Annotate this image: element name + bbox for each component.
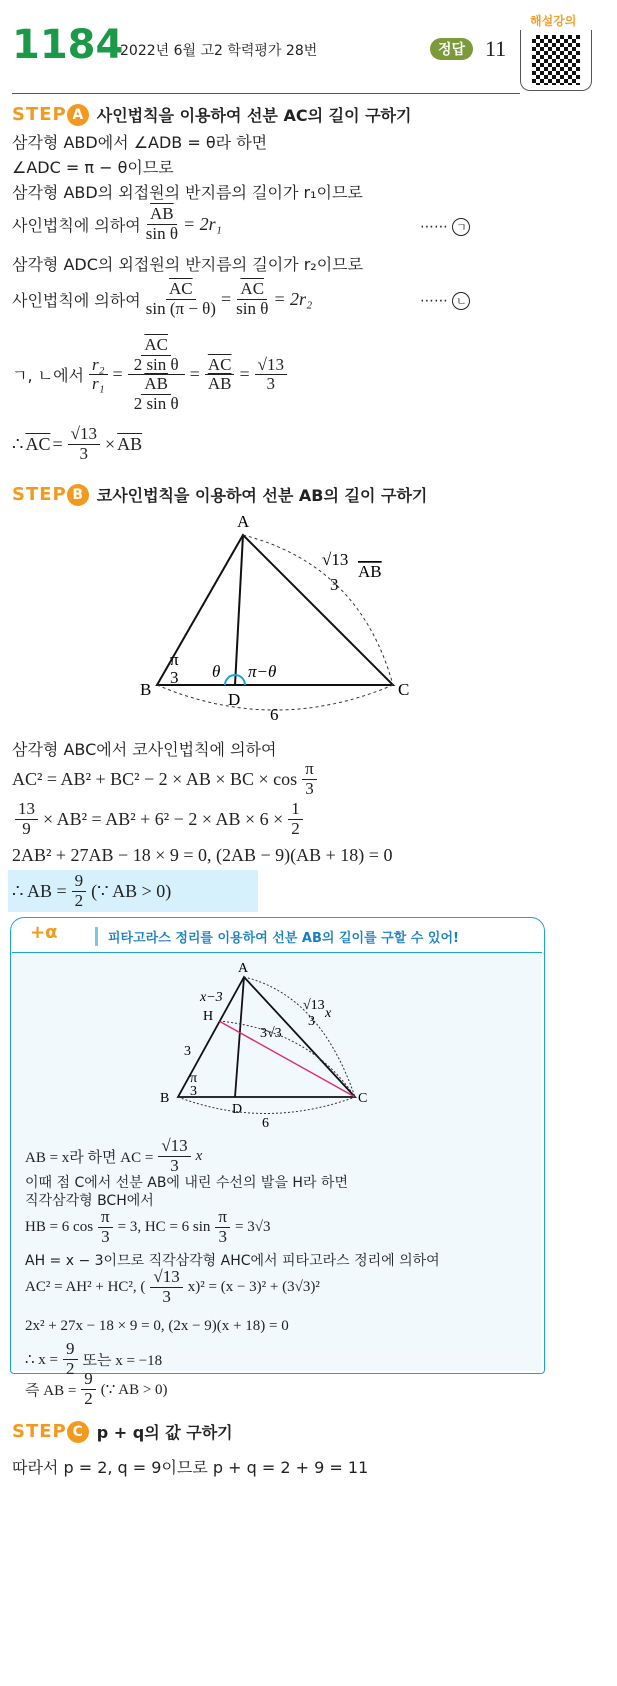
equation-line: HB = 6 cos $\frac{\pi}{3}$ = 3, HC = 6 sin $\frac{\pi}{3}$ = 3√3 (25, 1207, 271, 1246)
equation-line: AC² = AH² + HC², ( √13 3 x)² = (x − 3)² + (3√3)² (25, 1267, 320, 1306)
equation-line: ∴ x = $\frac{9}{2}$ 또는 x = −18 (25, 1339, 163, 1378)
svg-text:AB: AB (358, 562, 382, 581)
triangle-figure-alpha (0, 955, 617, 1135)
step-title: p + q의 값 구하기 (96, 1423, 233, 1442)
text-line: AH = x − 3이므로 직각삼각형 AHC에서 피타고라스 정리에 의하여 (25, 1253, 440, 1269)
step-a-heading (12, 103, 411, 126)
qr-label: 해설강의 (530, 14, 577, 28)
triangle-figure (0, 505, 617, 735)
equation-line: 사인법칙에 의하여 $\frac{\overline{AC}}{\sin (\pi - \theta)}$ = $\frac{\overline{AC}}{\text{sin θ}}$ = 2r₂ (12, 279, 313, 318)
svg-text:B: B (140, 680, 152, 699)
svg-text:3: 3 (184, 1044, 191, 1059)
step-title: 코사인법칙을 이용하여 선분 AB의 길이 구하기 (96, 486, 428, 505)
text-line: 삼각형 ADC의 외접원의 반지름의 길이가 r₂이므로 (12, 255, 364, 274)
svg-text:A: A (238, 961, 249, 976)
equation-marker: ⋯⋯ ㄴ (420, 292, 470, 310)
step-title: 사인법칙을 이용하여 선분 AC의 길이 구하기 (96, 106, 412, 125)
equation-marker: ⋯⋯ ㄱ (420, 218, 470, 236)
svg-text:x−3: x−3 (200, 990, 223, 1005)
text-line: 직각삼각형 BCH에서 (25, 1193, 154, 1209)
svg-text:D: D (228, 690, 241, 709)
text-line: 삼각형 ABC에서 코사인법칙에 의하여 (12, 740, 277, 759)
text-line: 삼각형 ABD의 외접원의 반지름의 길이가 r₁이므로 (12, 183, 363, 202)
equation-line: 즉 AB = $\frac{9}{2}$ (∵ AB > 0) (25, 1369, 168, 1408)
equation-line: AC² = AB² + BC² − 2 × AB × BC × cos π 3 (12, 760, 320, 798)
step-letter: A (67, 104, 89, 126)
problem-number: 1184 (12, 22, 124, 68)
svg-text:C: C (398, 680, 410, 699)
svg-text:3√3: 3√3 (260, 1026, 282, 1041)
equation-line: ∴ $\overline{AC}$ = $\frac{√13}{3}$ × $\overline{AB}$ (12, 424, 143, 463)
text: = 2r₁ (182, 213, 222, 234)
equation-line: 2AB² + 27AB − 18 × 9 = 0, (2AB − 9)(AB + 18) = 0 (12, 845, 393, 865)
equation-line (12, 205, 222, 243)
step-label: STEP (12, 104, 67, 125)
text: 사인법칙에 의하여 (12, 215, 141, 235)
alpha-badge: +α (30, 922, 58, 943)
text-line: 따라서 p = 2, q = 9이므로 p + q = 2 + 9 = 11 (12, 1458, 369, 1477)
answer-badge: 정답 (430, 38, 473, 60)
svg-text:3: 3 (308, 1014, 315, 1029)
qr-code[interactable] (520, 30, 592, 91)
header-divider (12, 93, 520, 94)
qr-icon (532, 35, 580, 85)
equation-line: ∴ AB = $\frac{9}{2}$ (∵ AB > 0) (12, 871, 172, 910)
svg-text:6: 6 (270, 705, 279, 724)
text-line: 이때 점 C에서 선분 AB에 내린 수선의 발을 H라 하면 (25, 1175, 348, 1191)
svg-text:θ: θ (212, 662, 221, 681)
svg-text:3: 3 (170, 668, 179, 687)
equation-line: ㄱ, ㄴ에서 $\frac{\text{r₂}}{\text{r₁}}$ = $\frac{\frac{\overline{AC}}{\text{2 sin θ}}}{\frac{\overline{AB}}{\text{2 sin θ}}}$ = $\frac{\overline{AC}}{AB}$ = $\frac{√13}{3}$ (12, 336, 290, 414)
step-letter: B (67, 484, 89, 506)
step-letter: C (67, 1421, 89, 1443)
answer-value: 11 (485, 36, 507, 61)
fraction: $\frac{\overline{AB}}{\text{sin θ}}$ (145, 204, 178, 243)
svg-text:A: A (237, 512, 250, 531)
svg-text:√13: √13 (303, 998, 325, 1013)
text-line: 삼각형 ABD에서 ∠ADB = θ라 하면 (12, 133, 268, 152)
svg-text:3: 3 (330, 575, 339, 594)
svg-text:C: C (358, 1091, 368, 1106)
equation-line: 2x² + 27x − 18 × 9 = 0, (2x − 9)(x + 18) = 0 (25, 1318, 289, 1334)
svg-text:B: B (160, 1091, 170, 1106)
problem-source: 2022년 6월 고2 학력평가 28번 (120, 43, 318, 59)
step-c-heading (12, 1420, 233, 1443)
svg-text:6: 6 (262, 1116, 269, 1131)
tip-title: 피타고라스 정리를 이용하여 선분 AB의 길이를 구할 수 있어! (95, 927, 459, 946)
svg-text:π−θ: π−θ (248, 662, 277, 681)
svg-text:x: x (325, 1006, 332, 1021)
svg-text:D: D (232, 1102, 243, 1117)
svg-text:π: π (170, 650, 179, 669)
svg-text:√13: √13 (322, 550, 349, 569)
svg-text:π: π (190, 1071, 198, 1086)
svg-text:3: 3 (190, 1084, 197, 1099)
text-line: ∠ADC = π − θ이므로 (12, 158, 174, 177)
step-b-heading (12, 483, 427, 506)
svg-text:H: H (203, 1009, 214, 1024)
equation-line: $\frac{13}{9}$ × AB² = AB² + 6² − 2 × AB × 6 × $\frac{1}{2}$ (12, 800, 306, 838)
step-label: STEP (12, 1421, 67, 1442)
step-label: STEP (12, 484, 67, 505)
equation-line: AB = x라 하면 AC = $\frac{√13}{3}$ x (25, 1136, 203, 1175)
